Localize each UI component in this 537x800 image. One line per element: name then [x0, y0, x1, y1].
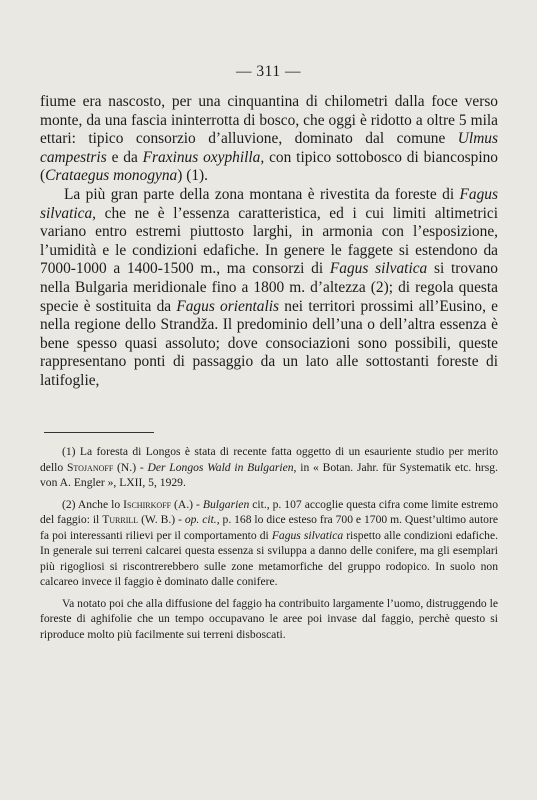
species-name: Crataegus monogyna — [45, 167, 178, 185]
species-name: Fagus orientalis — [176, 297, 280, 315]
citation-abbrev: op. cit., — [184, 513, 220, 526]
text-run: p. 168 lo dice esteso fra 700 e 1700 m. Quest’ultimo autore fa poi interessanti rilievi per il comportamento di — [40, 513, 498, 542]
footnote-3: Va notato poi che alla diffusione del faggio ha contribuito largamente l’uomo, distruggendo le foreste di aghifolie che un tempo occupavano le aree poi invase dal faggio, perchè questo si riproduce molto più facilmente sui terreni disboscati. — [40, 596, 498, 641]
species-name: Fagus silvatica — [329, 260, 428, 278]
work-title: Bulgarien — [202, 497, 250, 511]
text-run: La più gran parte della zona montana è rivestita da foreste di — [64, 185, 460, 203]
species-name: Ulmus campestris — [40, 130, 498, 166]
body-text — [40, 93, 498, 391]
footnote-separator — [44, 432, 154, 433]
author-name: Stojanoff — [66, 460, 114, 474]
species-name: Fraxinus oxyphilla, — [142, 148, 265, 166]
text-run: (A.) - — [171, 497, 203, 511]
text-run: che ne è l’essenza caratteristica, ed i cui limiti altimetrici variano entro estremi piuttosto larghi, in armonia con l’esposizione, l’umidità e le condizioni edafiche. In genere le faggete si estendono da 7000-1000 a 1400-1500 m., ma consorzi di — [40, 204, 498, 278]
paragraph-1 — [40, 93, 498, 186]
paragraph-2 — [40, 186, 498, 391]
text-run: fiume era nascosto, per una cinquantina di chilometri dalla foce verso monte, da una fascia ininterrotta di bosco, che oggi è ridotto a oltre 5 mila ettari: tipico consorzio d’alluvione, dominato dal comune — [40, 93, 498, 148]
species-name: Fagus silvatica, — [40, 185, 498, 222]
text-run: (W. B.) - — [138, 513, 185, 526]
text-run: cit., p. 107 accoglie questa cifra come limite estremo del faggio: il — [40, 497, 498, 526]
author-name: Turrill — [102, 513, 139, 526]
text-run: ) (1). — [177, 167, 209, 185]
text-run: rispetto alle condizioni edafiche. In generale sui terreni calcarei questa essenza si sviluppa a danno delle conifere, ma gli esemplari più rigogliosi si riscontrerebbero sulle zone metamorfiche del gruppo rodopico. In suolo non calcareo invece il faggio è dominato dalle conifere. — [40, 528, 498, 588]
text-run: in « Botan. Jahr. für Systematik etc. hrsg. von A. Engler », LXII, 5, 1929. — [40, 460, 498, 489]
work-title: Der Longos Wald in Bulgarien, — [147, 460, 297, 474]
text-run: con tipico sottobosco di biancospino ( — [40, 148, 498, 185]
page-number: — 311 — — [236, 63, 301, 80]
text-run: nei territori prossimi all’Eusino, e nella regione dello Strandža. Il predominio dell’una o dell’altra essenza è bene spesso quasi assoluto; dove consociazioni sono possibili, queste rappresentano ponti di passaggio da un lato alle sottostanti foreste di latifoglie, — [40, 297, 498, 389]
text-run: (2) Anche lo — [62, 497, 124, 511]
text-run: si trovano nella Bulgaria meridionale fino a 1800 m. d’altezza (2); di regola questa specie è sostituita da — [40, 260, 498, 315]
footnotes — [40, 444, 498, 648]
text-run: (1) La foresta di Longos è stata di recente fatta oggetto di un esauriente studio per merito dello — [40, 445, 498, 474]
author-name: Ischirkoff — [123, 497, 172, 511]
species-name: Fagus silvatica — [271, 528, 344, 542]
text-run: e da — [106, 148, 143, 166]
footnote-1 — [40, 444, 498, 491]
footnote-2 — [40, 497, 498, 590]
text-run: (N.) - — [113, 460, 148, 474]
